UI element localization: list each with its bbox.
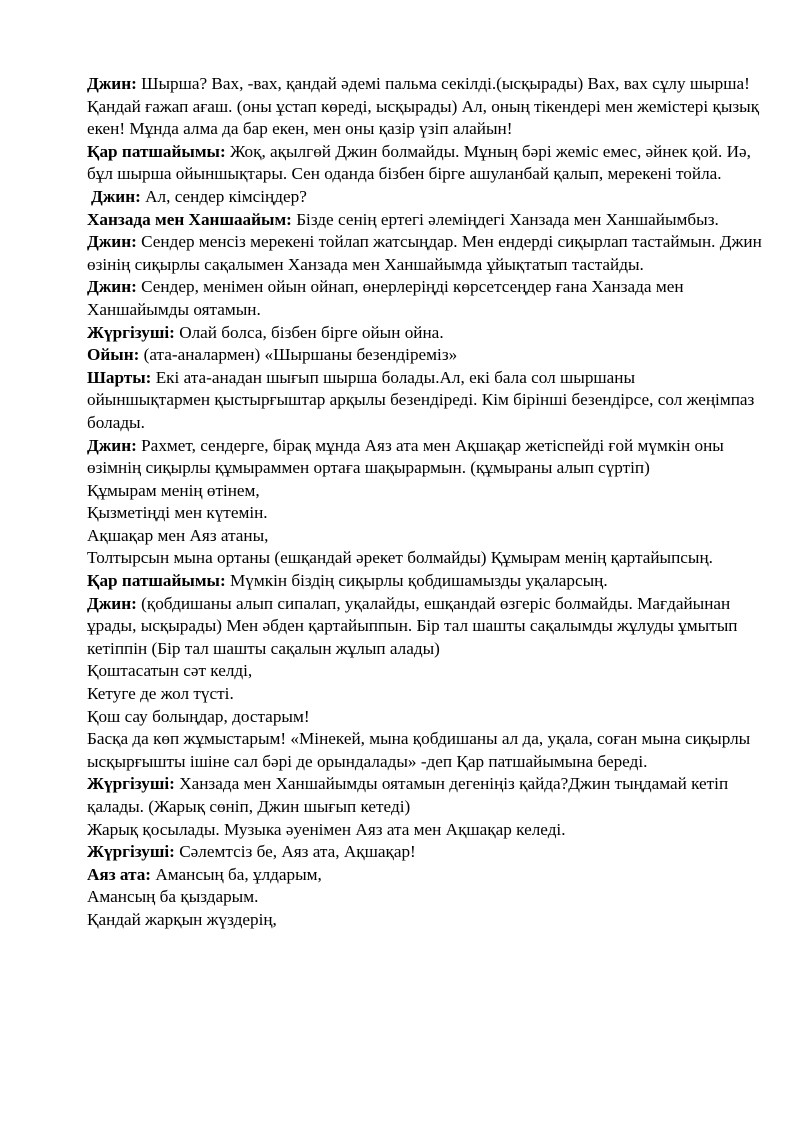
- verse-text: Қош сау болыңдар, достарым!: [87, 706, 310, 726]
- speaker-name: Ойын:: [87, 345, 140, 365]
- speaker-name: Ханзада мен Ханшаайым:: [87, 209, 292, 229]
- verse-text: Амансың ба қыздарым.: [87, 887, 259, 907]
- paragraph-text: Сендер менсіз мерекені тойлап жатсыңдар. Мен ендерді сиқырлап тастаймын. Джин өзінің сиқырлы сақалымен Ханзада мен Ханшайымда ұйықтатып тастайды.: [87, 232, 762, 274]
- paragraph: [87, 73, 762, 141]
- paragraph-text: Шырша? Вах, -вах, қандай әдемі пальма секілді.(ысқырады) Вах, вах сұлу шырша! Қандай ғажап ағаш. (оны ұстап көреді, ысқырады) Ал, оның тікендері мен жемістері қызық екен! Мұнда алма да бар екен, мен оны қазір үзіп алайын!: [87, 74, 760, 139]
- paragraph: [87, 864, 762, 887]
- paragraph-text: Жоқ, ақылгөй Джин болмайды. Мұның бәрі жеміс емес, әйнек қой. Иә, бұл шырша ойыншықтары. Сен оданда бізбен бірге ашуланбай қалып, мерекені тойла.: [87, 141, 751, 184]
- speaker-name: Джин:: [87, 435, 137, 455]
- verse-text: Қандай жарқын жүздерің,: [87, 909, 277, 929]
- paragraph: [87, 841, 762, 864]
- paragraph: [87, 435, 762, 480]
- paragraph: [87, 322, 762, 345]
- paragraph: [87, 773, 762, 818]
- verse-line: [87, 909, 762, 932]
- verse-line: [87, 886, 762, 909]
- verse-line: [87, 480, 762, 503]
- paragraph-text: Ал, сендер кімсіңдер?: [140, 186, 307, 206]
- paragraph: [87, 231, 762, 276]
- paragraph-text: Мүмкін біздің сиқырлы қобдишамызды уқаларсың.: [225, 571, 608, 591]
- verse-line: [87, 683, 762, 706]
- speaker-name: Джин:: [87, 74, 137, 93]
- verse-text: Ақшақар мен Аяз атаны,: [87, 525, 269, 545]
- speaker-name: Қар патшайымы:: [87, 571, 226, 591]
- paragraph-text: (ата-аналармен) «Шыршаны безендіреміз»: [139, 345, 458, 365]
- speaker-name: Шарты:: [87, 367, 152, 387]
- paragraph: [87, 209, 762, 232]
- paragraph: [87, 570, 762, 593]
- verse-line: [87, 547, 762, 570]
- paragraph: [87, 819, 762, 842]
- verse-text: Қызметіңді мен күтемін.: [87, 503, 268, 523]
- paragraph: [87, 728, 762, 773]
- speaker-name: Джин:: [91, 186, 141, 206]
- paragraph-text: Басқа да көп жұмыстарым! «Мінекей, мына қобдишаны ал да, уқала, соған мына сиқырлы ысқырғышты ішіне сал бәрі де орындалады» -деп Қар патшайымына береді.: [87, 729, 751, 771]
- paragraph-text: Жарық қосылады. Музыка әуенімен Аяз ата мен Ақшақар келеді.: [87, 819, 566, 839]
- paragraph: [87, 141, 762, 186]
- paragraph: [87, 593, 762, 661]
- paragraph-text: Бізде сенің ертегі әлеміңдегі Ханзада мен Ханшайымбыз.: [291, 209, 719, 229]
- document-page: [87, 73, 762, 932]
- speaker-name: Джин:: [87, 593, 137, 613]
- verse-line: [87, 706, 762, 729]
- verse-text: Толтырсын мына ортаны (ешқандай әрекет болмайды) Құмырам менің қартайыпсың.: [87, 548, 713, 568]
- paragraph-text: Амансың ба, ұлдарым,: [151, 864, 322, 884]
- paragraph-text: Олай болса, бізбен бірге ойын ойна.: [174, 322, 444, 342]
- verse-text: Құмырам менің өтінем,: [87, 480, 260, 500]
- paragraph-text: Екі ата-анадан шығып шырша болады.Ал, екі бала сол шыршаны ойыншықтармен қыстырғыштар арқылы безендіреді. Кім бірінші безендірсе, сол жеңімпаз болады.: [87, 367, 755, 432]
- paragraph: [87, 186, 762, 209]
- speaker-name: Жүргізуші:: [87, 842, 175, 862]
- verse-text: Кетуге де жол түсті.: [87, 684, 234, 704]
- speaker-name: Қар патшайымы:: [87, 141, 226, 161]
- verse-line: [87, 525, 762, 548]
- paragraph: [87, 344, 762, 367]
- speaker-name: Жүргізуші:: [87, 774, 175, 794]
- paragraph-text: Сәлемтсіз бе, Аяз ата, Ақшақар!: [174, 842, 416, 862]
- speaker-name: Аяз ата:: [87, 864, 152, 884]
- paragraph-text: Сендер, менімен ойын ойнап, өнерлеріңді көрсетсеңдер ғана Ханзада мен Ханшайымды оятамын.: [87, 277, 684, 319]
- speaker-name: Жүргізуші:: [87, 322, 175, 342]
- paragraph-text: Ханзада мен Ханшайымды оятамын дегеніңіз қайда?Джин тыңдамай кетіп қалады. (Жарық сөніп, Джин шығып кетеді): [87, 774, 729, 816]
- verse-line: [87, 502, 762, 525]
- verse-line: [87, 660, 762, 683]
- speaker-name: Джин:: [87, 232, 137, 252]
- paragraph-text: (қобдишаны алып сипалап, уқалайды, ешқандай өзгеріс болмайды. Мағдайынан ұрады, ысқырады) Мен әбден қартайыппын. Бір тал шашты сақалымды жұлуды ұмытып кетіппін (Бір тал шашты сақалын жұлып алады): [87, 593, 738, 658]
- speaker-name: Джин:: [87, 277, 137, 297]
- paragraph-text: Рахмет, сендерге, бірақ мұнда Аяз ата мен Ақшақар жетіспейді ғой мүмкін оны өзімнің сиқырлы құмыраммен ортаға шақырармын. (құмыраны алып сүртіп): [87, 435, 724, 478]
- paragraph: [87, 276, 762, 321]
- verse-text: Қоштасатын сәт келді,: [87, 661, 253, 681]
- paragraph: [87, 367, 762, 435]
